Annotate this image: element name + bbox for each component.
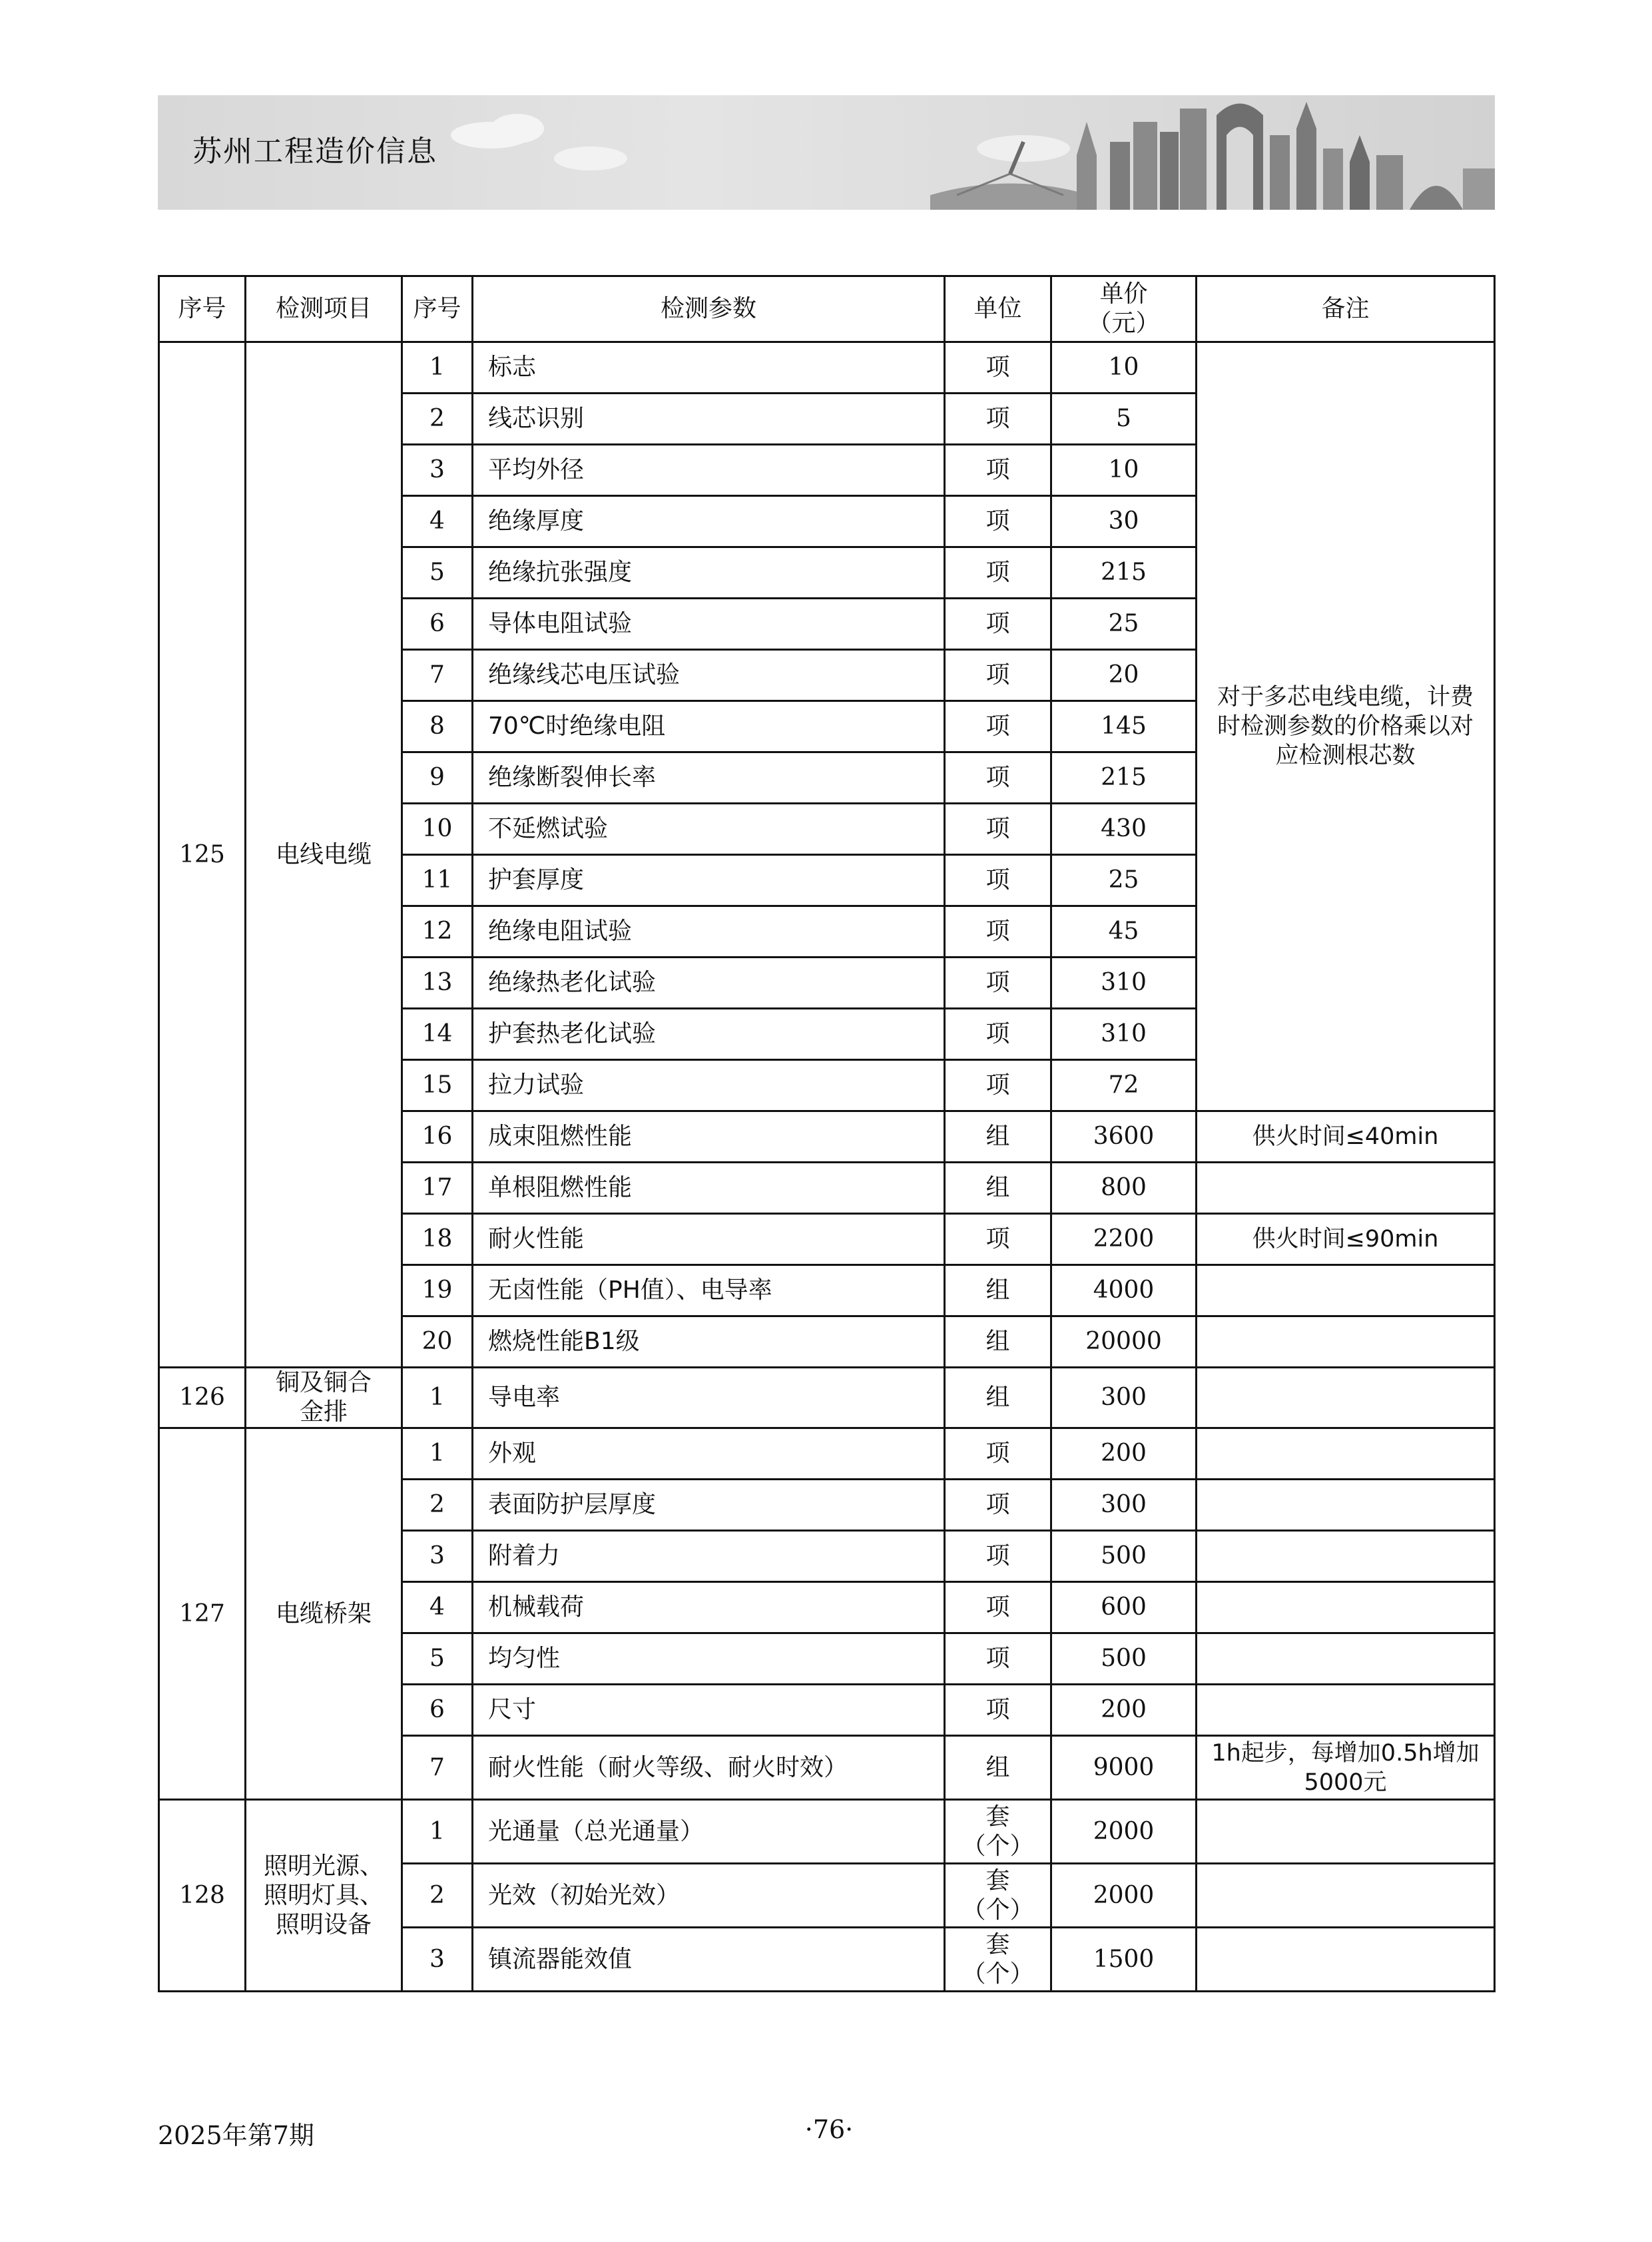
unit: 项: [945, 1685, 1051, 1736]
unit: 组: [945, 1265, 1051, 1316]
test-parameter: 耐火性能: [473, 1214, 945, 1265]
unit-price: 2200: [1051, 1214, 1197, 1265]
unit: 项: [945, 599, 1051, 650]
unit-price: 2000: [1051, 1800, 1197, 1864]
building-shape: [1323, 148, 1343, 210]
sub-number: 1: [402, 1428, 473, 1480]
unit-price: 145: [1051, 701, 1197, 752]
unit: 项: [945, 855, 1051, 906]
building-shape: [1133, 122, 1157, 210]
unit: 组: [945, 1736, 1051, 1800]
test-parameter: 镇流器能效值: [473, 1928, 945, 1992]
test-parameter: 导体电阻试验: [473, 599, 945, 650]
sub-number: 19: [402, 1265, 473, 1316]
building-shape: [1110, 142, 1130, 210]
test-parameter: 尺寸: [473, 1685, 945, 1736]
test-parameter: 不延燃试验: [473, 804, 945, 855]
unit-price: 200: [1051, 1685, 1197, 1736]
unit-price: 72: [1051, 1060, 1197, 1111]
sub-number: 9: [402, 752, 473, 804]
unit: 项: [945, 1480, 1051, 1531]
sub-number: 5: [402, 1633, 473, 1685]
test-parameter: 护套热老化试验: [473, 1009, 945, 1060]
unit-price: 300: [1051, 1480, 1197, 1531]
test-parameter: 平均外径: [473, 445, 945, 496]
remark: [1197, 1428, 1495, 1480]
remark: [1197, 1800, 1495, 1864]
sub-number: 2: [402, 1864, 473, 1928]
unit: 项: [945, 394, 1051, 445]
sub-number: 6: [402, 599, 473, 650]
remark: [1197, 1480, 1495, 1531]
remark: [1197, 1685, 1495, 1736]
cloud-shape: [554, 146, 627, 170]
sub-number: 11: [402, 855, 473, 906]
unit: 项: [945, 496, 1051, 547]
unit-price: 215: [1051, 752, 1197, 804]
header-price: 单价 （元）: [1051, 276, 1197, 342]
test-parameter: 附着力: [473, 1531, 945, 1582]
test-parameter: 线芯识别: [473, 394, 945, 445]
unit-price: 500: [1051, 1531, 1197, 1582]
unit-price: 10: [1051, 445, 1197, 496]
table-body: [159, 342, 1495, 1992]
test-parameter: 表面防护层厚度: [473, 1480, 945, 1531]
table-row: [159, 1428, 1495, 1480]
sub-number: 2: [402, 1480, 473, 1531]
unit: 项: [945, 1633, 1051, 1685]
test-item: 铜及铜合 金排: [246, 1368, 402, 1428]
remark: [1197, 1531, 1495, 1582]
sub-number: 14: [402, 1009, 473, 1060]
group-number: 128: [159, 1800, 246, 1992]
sub-number: 1: [402, 342, 473, 394]
sub-number: 3: [402, 1928, 473, 1992]
group-number: 127: [159, 1428, 246, 1800]
landmark-gate-shape: [1217, 104, 1263, 210]
unit-price: 10: [1051, 342, 1197, 394]
sub-number: 13: [402, 958, 473, 1009]
unit: 组: [945, 1368, 1051, 1428]
table-row: [159, 342, 1495, 394]
remark: 供火时间≤40min: [1197, 1111, 1495, 1163]
group-number: 125: [159, 342, 246, 1368]
remark: 1h起步，每增加0.5h增加 5000元: [1197, 1736, 1495, 1800]
unit: 项: [945, 1582, 1051, 1633]
header-note: 备注: [1197, 276, 1495, 342]
test-parameter: 光效（初始光效）: [473, 1864, 945, 1928]
sub-number: 7: [402, 1736, 473, 1800]
sub-number: 5: [402, 547, 473, 599]
unit: 项: [945, 1214, 1051, 1265]
sub-number: 17: [402, 1163, 473, 1214]
sub-number: 12: [402, 906, 473, 958]
sub-number: 4: [402, 496, 473, 547]
header-sub-no: 序号: [402, 276, 473, 342]
sub-number: 10: [402, 804, 473, 855]
test-parameter: 均匀性: [473, 1633, 945, 1685]
unit: 项: [945, 804, 1051, 855]
unit: 项: [945, 445, 1051, 496]
sub-number: 6: [402, 1685, 473, 1736]
remark: [1197, 1163, 1495, 1214]
unit: 项: [945, 701, 1051, 752]
test-parameter: 70℃时绝缘电阻: [473, 701, 945, 752]
unit: 项: [945, 1009, 1051, 1060]
sub-number: 1: [402, 1368, 473, 1428]
sub-number: 7: [402, 650, 473, 701]
unit-price: 4000: [1051, 1265, 1197, 1316]
unit-price: 20: [1051, 650, 1197, 701]
unit: 项: [945, 650, 1051, 701]
remark: [1197, 1633, 1495, 1685]
unit: 项: [945, 1060, 1051, 1111]
unit: 套 （个）: [945, 1800, 1051, 1864]
test-parameter: 无卤性能（PH值）、电导率: [473, 1265, 945, 1316]
page-number: ·76·: [804, 2115, 854, 2144]
unit-price: 25: [1051, 599, 1197, 650]
unit: 项: [945, 1531, 1051, 1582]
unit-price: 2000: [1051, 1864, 1197, 1928]
unit-price: 800: [1051, 1163, 1197, 1214]
unit-price: 5: [1051, 394, 1197, 445]
header-group-no: 序号: [159, 276, 246, 342]
group-number: 126: [159, 1368, 246, 1428]
unit-price: 1500: [1051, 1928, 1197, 1992]
header-param: 检测参数: [473, 276, 945, 342]
sub-number: 3: [402, 1531, 473, 1582]
test-parameter: 绝缘热老化试验: [473, 958, 945, 1009]
unit: 项: [945, 342, 1051, 394]
page-header-banner: [158, 95, 1495, 210]
sub-number: 4: [402, 1582, 473, 1633]
unit-price: 300: [1051, 1368, 1197, 1428]
table-row: [159, 1800, 1495, 1864]
unit-price: 600: [1051, 1582, 1197, 1633]
unit-price: 3600: [1051, 1111, 1197, 1163]
unit-price: 9000: [1051, 1736, 1197, 1800]
cloud-shape: [491, 114, 544, 143]
unit: 组: [945, 1316, 1051, 1368]
pagoda-shape: [1350, 135, 1370, 210]
unit-price: 25: [1051, 855, 1197, 906]
building-shape: [1160, 132, 1179, 210]
test-parameter: 燃烧性能B1级: [473, 1316, 945, 1368]
dome-shape: [1410, 186, 1463, 210]
sub-number: 18: [402, 1214, 473, 1265]
price-table: [158, 275, 1496, 1992]
test-item: 照明光源、 照明灯具、 照明设备: [246, 1800, 402, 1992]
test-parameter: 绝缘线芯电压试验: [473, 650, 945, 701]
test-parameter: 绝缘厚度: [473, 496, 945, 547]
building-shape: [1463, 168, 1495, 210]
sub-number: 8: [402, 701, 473, 752]
test-item: 电线电缆: [246, 342, 402, 1368]
test-parameter: 光通量（总光通量）: [473, 1800, 945, 1864]
test-item: 电缆桥架: [246, 1428, 402, 1800]
unit-price: 430: [1051, 804, 1197, 855]
remark: 供火时间≤90min: [1197, 1214, 1495, 1265]
table-header: [159, 276, 1495, 342]
remark: [1197, 1265, 1495, 1316]
unit: 项: [945, 906, 1051, 958]
remark: [1197, 1368, 1495, 1428]
building-shape: [1270, 135, 1290, 210]
test-parameter: 绝缘抗张强度: [473, 547, 945, 599]
test-parameter: 外观: [473, 1428, 945, 1480]
unit-price: 310: [1051, 1009, 1197, 1060]
unit-price: 20000: [1051, 1316, 1197, 1368]
unit: 项: [945, 958, 1051, 1009]
unit-price: 215: [1051, 547, 1197, 599]
test-parameter: 绝缘电阻试验: [473, 906, 945, 958]
unit: 项: [945, 752, 1051, 804]
building-shape: [1180, 109, 1207, 210]
remark: [1197, 1582, 1495, 1633]
pagoda-shape: [1077, 122, 1097, 210]
unit: 套 （个）: [945, 1864, 1051, 1928]
test-parameter: 拉力试验: [473, 1060, 945, 1111]
test-parameter: 成束阻燃性能: [473, 1111, 945, 1163]
building-shape: [1296, 102, 1316, 210]
test-parameter: 绝缘断裂伸长率: [473, 752, 945, 804]
cloud-shape: [977, 135, 1070, 162]
test-parameter: 单根阻燃性能: [473, 1163, 945, 1214]
sub-number: 1: [402, 1800, 473, 1864]
remark: [1197, 1928, 1495, 1992]
unit: 组: [945, 1111, 1051, 1163]
bridge-shape: [930, 184, 1090, 210]
table-header-row: [159, 276, 1495, 342]
unit: 套 （个）: [945, 1928, 1051, 1992]
building-shape: [1376, 155, 1403, 210]
sub-number: 2: [402, 394, 473, 445]
unit: 项: [945, 1428, 1051, 1480]
test-parameter: 护套厚度: [473, 855, 945, 906]
sub-number: 16: [402, 1111, 473, 1163]
table-row: [159, 1368, 1495, 1428]
unit: 组: [945, 1163, 1051, 1214]
test-parameter: 标志: [473, 342, 945, 394]
test-parameter: 机械载荷: [473, 1582, 945, 1633]
unit-price: 30: [1051, 496, 1197, 547]
unit-price: 310: [1051, 958, 1197, 1009]
issue-label: 2025年第7期: [158, 2121, 314, 2150]
unit-price: 45: [1051, 906, 1197, 958]
sub-number: 20: [402, 1316, 473, 1368]
unit-price: 200: [1051, 1428, 1197, 1480]
remark: [1197, 1864, 1495, 1928]
unit-price: 500: [1051, 1633, 1197, 1685]
header-item: 检测项目: [246, 276, 402, 342]
unit: 项: [945, 547, 1051, 599]
remark: [1197, 1316, 1495, 1368]
test-parameter: 导电率: [473, 1368, 945, 1428]
sub-number: 3: [402, 445, 473, 496]
test-parameter: 耐火性能（耐火等级、耐火时效）: [473, 1736, 945, 1800]
header-unit: 单位: [945, 276, 1051, 342]
publication-title: 苏州工程造价信息: [192, 135, 437, 168]
sub-number: 15: [402, 1060, 473, 1111]
remark-merged: 对于多芯电线电缆，计费 时检测参数的价格乘以对 应检测根芯数: [1197, 342, 1495, 1111]
